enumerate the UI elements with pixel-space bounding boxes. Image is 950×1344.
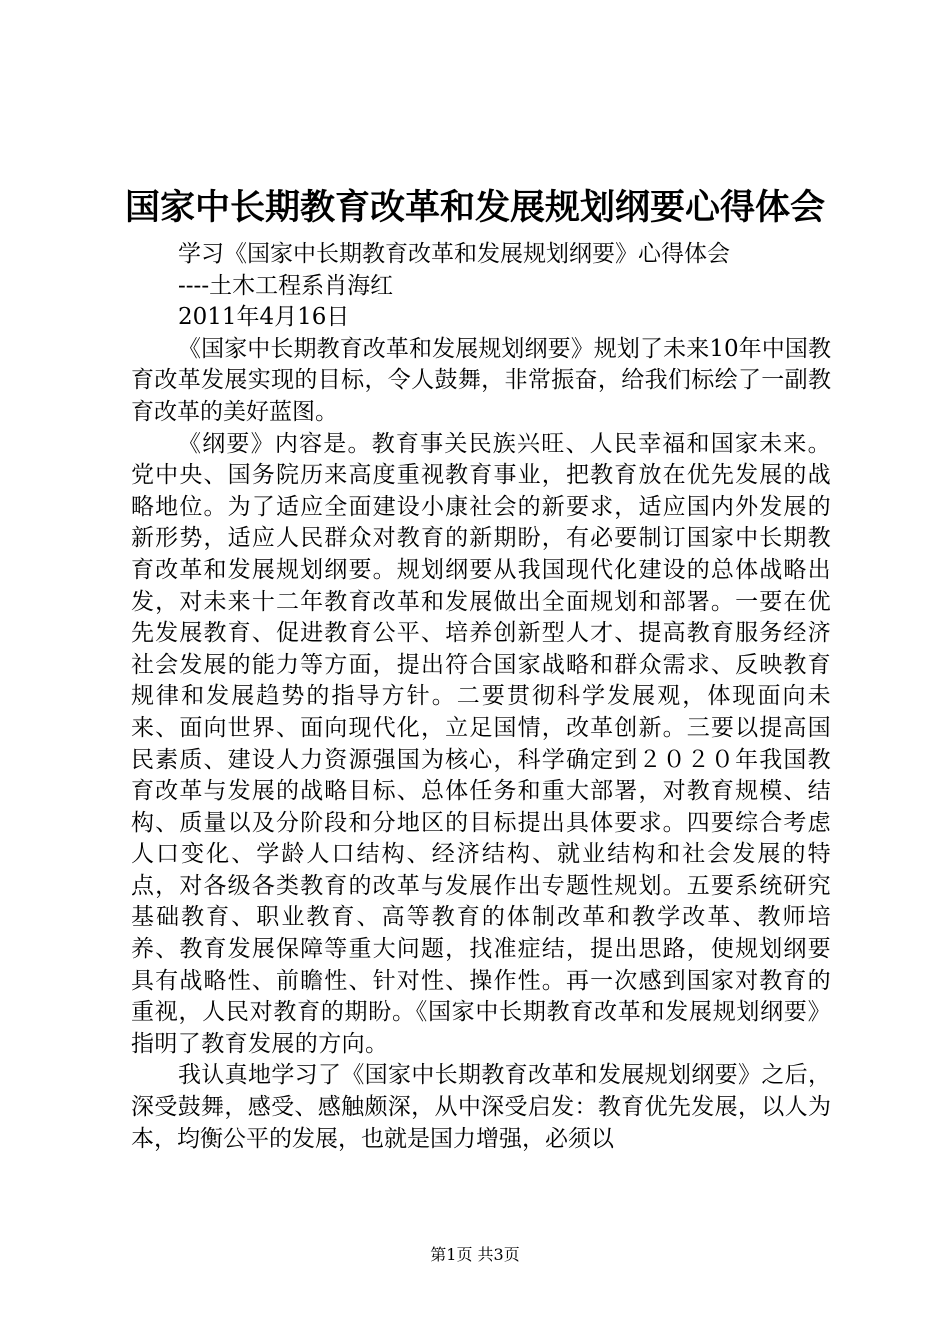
document-body (131, 239, 831, 1155)
page-indicator: 第1页 共3页 (430, 1245, 520, 1264)
document-title: 国家中长期教育改革和发展规划纲要心得体会 (124, 187, 825, 228)
paragraph-reflection: 我认真地学习了《国家中长期教育改革和发展规划纲要》之后，深受鼓舞，感受、感触颇深，从中深受启发：教育优先发展，以人为本，均衡公平的发展，也就是国力增强，必须以 (131, 1062, 831, 1152)
author-line: ----土木工程系肖海红 (178, 272, 394, 299)
date-line: 2011年4月16日 (178, 304, 350, 331)
paragraph-intro: 《国家中长期教育改革和发展规划纲要》规划了未来10年中国教育改革发展实现的目标，令人鼓舞，非常振奋，给我们标绘了一副教育改革的美好蓝图。 (131, 335, 831, 425)
subtitle: 学习《国家中长期教育改革和发展规划纲要》心得体会 (178, 241, 730, 267)
paragraph-outline: 《纲要》内容是。教育事关民族兴旺、人民幸福和国家未来。党中央、国务院历来高度重视教育事业，把教育放在优先发展的战略地位。为了适应全面建设小康社会的新要求，适应国内外发展的新形势，适应人民群众对教育的新期盼，有必要制订国家中长期教育改革和发展规划纲要。规划纲要从我国现代化建设的总体战略出发，对未来十二年教育改革和发展做出全面规划和部署。一要在优先发展教育、促进教育公平、培养创新型人才、提高教育服务经济社会发展的能力等方面，提出符合国家战略和群众需求、反映教育规律和发展趋势的指导方针。二要贯彻科学发展观，体现面向未来、面向世界、面向现代化，立足国情，改革创新。三要以提高国民素质、建设人力资源强国为核心，科学确定到２０２０年我国教育改革与发展的战略目标、总体任务和重大部署，对教育规模、结构、质量以及分阶段和分地区的目标提出具体要求。四要综合考虑人口变化、学龄人口结构、经济结构、就业结构和社会发展的特点，对各级各类教育的改革与发展作出专题性规划。五要系统研究基础教育、职业教育、高等教育的体制改革和教学改革、教师培养、教育发展保障等重大问题，找准症结，提出思路，使规划纲要具有战略性、前瞻性、针对性、操作性。再一次感到国家对教育的重视，人民对教育的期盼。《国家中长期教育改革和发展规划纲要》指明了教育发展的方向。 (131, 430, 831, 1057)
